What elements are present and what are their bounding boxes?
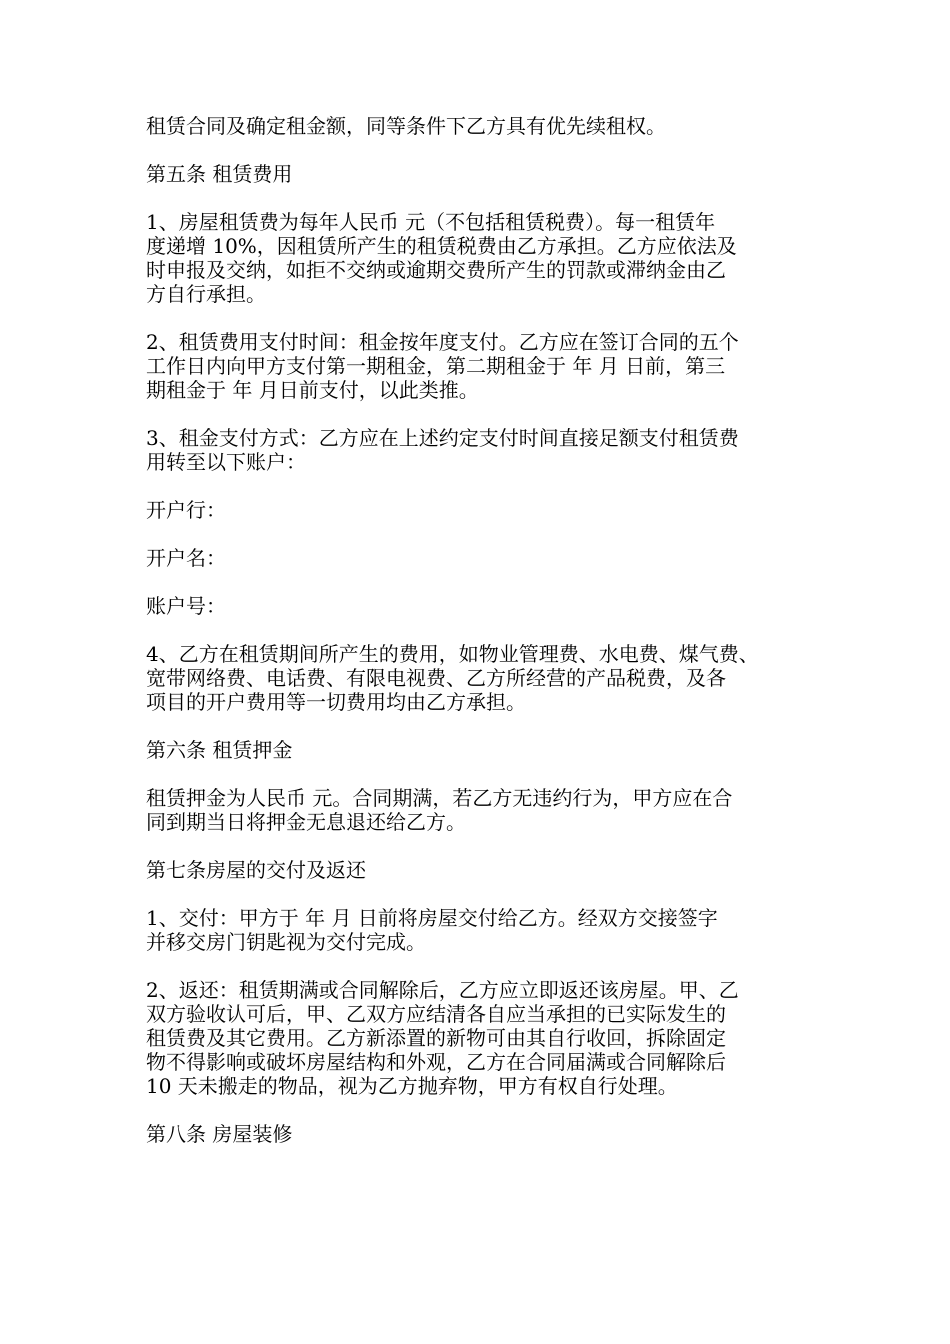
text-line: 1、交付：甲方于 年 月 日前将房屋交付给乙方。经双方交接签字: [146, 906, 718, 930]
text-line: 双方验收认可后，甲、乙双方应结清各自应当承担的已实际发生的: [146, 1002, 726, 1026]
paragraph-delivery: [146, 906, 818, 954]
text-line: 2、租赁费用支付时间：租金按年度支付。乙方应在签订合同的五个: [146, 330, 739, 354]
text-line: 用转至以下账户：: [146, 450, 306, 474]
document-page: [146, 114, 818, 1170]
heading-article-6: [146, 738, 818, 762]
text-line: 租赁合同及确定租金额，同等条件下乙方具有优先续租权。: [146, 114, 666, 138]
field-account-name: [146, 546, 818, 570]
heading-article-8: [146, 1122, 818, 1146]
text-line: 时申报及交纳，如拒不交纳或逾期交费所产生的罚款或滞纳金由乙: [146, 258, 726, 282]
paragraph-renewal-clause: [146, 114, 818, 138]
paragraph-deposit: [146, 786, 818, 834]
text-line: 第七条房屋的交付及返还: [146, 858, 366, 882]
text-line: 第五条 租赁费用: [146, 162, 293, 186]
paragraph-payment-time: [146, 330, 818, 402]
text-line: 3、租金支付方式：乙方应在上述约定支付时间直接足额支付租赁费: [146, 426, 739, 450]
paragraph-rent-amount: [146, 210, 818, 306]
text-line: 项目的开户费用等一切费用均由乙方承担。: [146, 690, 526, 714]
text-line: 度递增 10%，因租赁所产生的租赁税费由乙方承担。乙方应依法及: [146, 234, 737, 258]
field-account-number: [146, 594, 818, 618]
text-line: 方自行承担。: [146, 282, 266, 306]
paragraph-other-fees: [146, 642, 818, 714]
text-line: 2、返还：租赁期满或合同解除后，乙方应立即返还该房屋。甲、乙: [146, 978, 739, 1002]
text-line: 工作日内向甲方支付第一期租金，第二期租金于 年 月 日前，第三: [146, 354, 726, 378]
text-line: 租赁费及其它费用。乙方新添置的新物可由其自行收回，拆除固定: [146, 1026, 726, 1050]
text-line: 租赁押金为人民币 元。合同期满，若乙方无违约行为，甲方应在合: [146, 786, 733, 810]
text-line: 第六条 租赁押金: [146, 738, 293, 762]
text-line: 开户名：: [146, 546, 226, 570]
text-line: 4、乙方在租赁期间所产生的费用，如物业管理费、水电费、煤气费、: [146, 642, 759, 666]
text-line: 第八条 房屋装修: [146, 1122, 293, 1146]
text-line: 开户行：: [146, 498, 226, 522]
heading-article-5: [146, 162, 818, 186]
paragraph-return: [146, 978, 818, 1098]
text-line: 物不得影响或破坏房屋结构和外观，乙方在合同届满或合同解除后: [146, 1050, 726, 1074]
paragraph-payment-method: [146, 426, 818, 474]
text-line: 10 天未搬走的物品，视为乙方抛弃物，甲方有权自行处理。: [146, 1074, 678, 1098]
text-line: 期租金于 年 月日前支付，以此类推。: [146, 378, 479, 402]
text-line: 并移交房门钥匙视为交付完成。: [146, 930, 426, 954]
text-line: 1、房屋租赁费为每年人民币 元（不包括租赁税费）。每一租赁年: [146, 210, 716, 234]
text-line: 账户号：: [146, 594, 226, 618]
text-line: 同到期当日将押金无息退还给乙方。: [146, 810, 466, 834]
field-bank-name: [146, 498, 818, 522]
text-line: 宽带网络费、电话费、有限电视费、乙方所经营的产品税费，及各: [146, 666, 726, 690]
heading-article-7: [146, 858, 818, 882]
